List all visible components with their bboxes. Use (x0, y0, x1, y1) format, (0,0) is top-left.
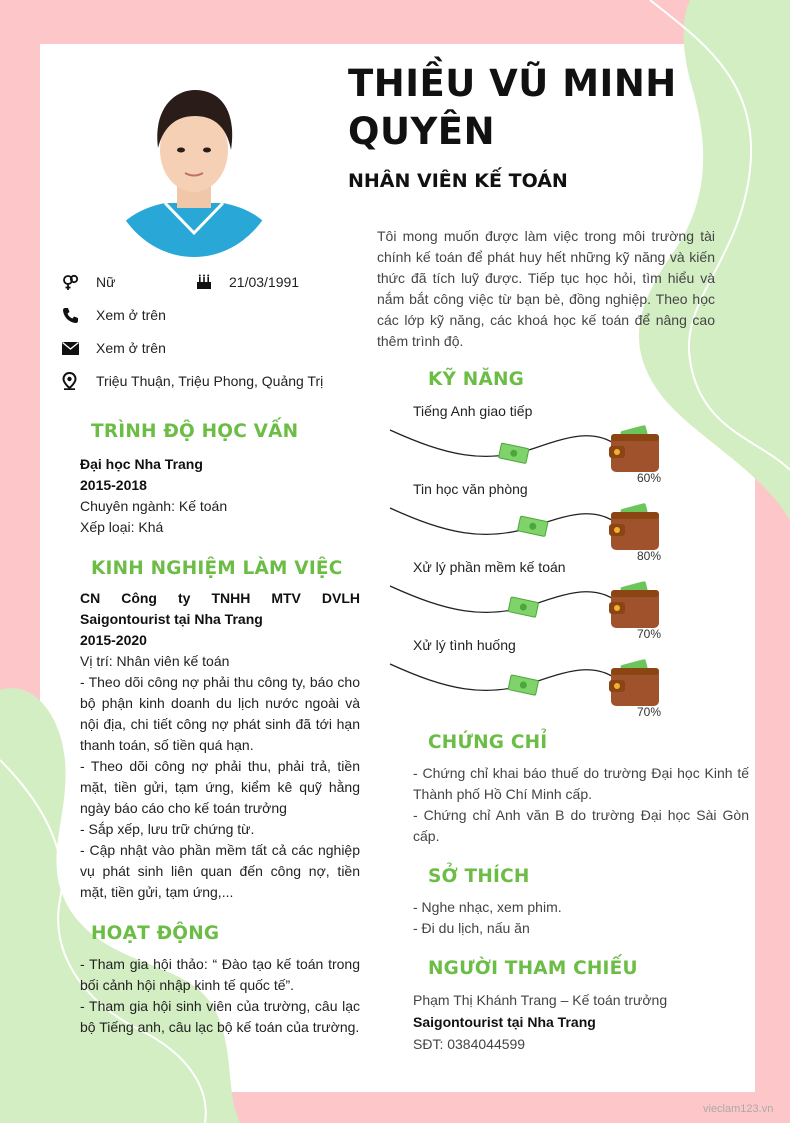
gender-value: Nữ (96, 274, 116, 290)
skill-percent: 80% (637, 549, 662, 563)
gender-row (62, 272, 115, 292)
certificate-item: - Chứng chỉ Anh văn B do trường Đại học Sài Gòn cấp. (413, 807, 749, 844)
activities-section (80, 954, 360, 1038)
email-row (62, 338, 166, 358)
education-major: Chuyên ngành: Kế toán (80, 498, 228, 514)
skill-percent: 70% (637, 627, 662, 641)
references-section (413, 989, 749, 1055)
education-school: Đại học Nha Trang (80, 456, 203, 472)
profile-photo (105, 58, 283, 258)
experience-title: KINH NGHIỆM LÀM VIỆC (91, 558, 343, 579)
job-title: NHÂN VIÊN KẾ TOÁN (348, 170, 568, 192)
experience-duty: - Sắp xếp, lưu trữ chứng từ. (80, 821, 255, 837)
reference-phone: SĐT: 0384044599 (413, 1036, 526, 1052)
money-marker-icon (518, 516, 549, 536)
certificates-section (413, 763, 749, 847)
gender-icon (62, 273, 96, 291)
name-line-1: THIỀU VŨ MINH (348, 62, 677, 105)
skill-percent: 60% (637, 471, 662, 485)
skill-label: Xử lý phần mềm kế toán (413, 559, 566, 575)
birthday-row (195, 272, 299, 292)
phone-row (62, 305, 166, 325)
activities-title: HOẠT ĐỘNG (91, 923, 220, 944)
watermark: vieclam123.vn (703, 1103, 774, 1115)
envelope-icon (62, 342, 96, 355)
hobby-item: - Đi du lịch, nấu ăn (413, 920, 530, 936)
wallet-icon (609, 425, 659, 472)
skill-label: Tiếng Anh giao tiếp (413, 403, 533, 419)
education-grade: Xếp loại: Khá (80, 519, 164, 535)
email-value: Xem ở trên (96, 340, 166, 356)
education-section (80, 454, 360, 538)
money-marker-icon (508, 597, 539, 617)
skill-progress-track (385, 410, 675, 480)
experience-company-line-1: CN Công ty TNHH MTV DVLH (80, 590, 360, 606)
certificates-title: CHỨNG CHỈ (428, 732, 548, 753)
skill-row (385, 634, 675, 719)
certificate-item: - Chứng chỉ khai báo thuế do trường Đại học Kinh tế Thành phố Hồ Chí Minh cấp. (413, 765, 749, 802)
skill-row (385, 400, 675, 485)
experience-duty: - Theo dõi công nợ phải thu, phải trả, tiền mặt, tiền gửi, tạm ứng, kiểm kê quỹ hằng ngày báo cáo cho kế toán trưởng (80, 758, 360, 816)
experience-duty: - Theo dõi công nợ phải thu công ty, báo cho bộ phận kinh doanh du lịch nước ngoài và nội địa, chi tiết công nợ phát sinh đã tới hạn thanh toán, số tiền quá hạn. (80, 674, 360, 753)
location-pin-icon (62, 372, 96, 390)
activity-item: - Tham gia hội thảo: “ Đào tạo kế toán trong bối cảnh hội nhập kinh tế quốc tế”. (80, 956, 360, 993)
reference-company: Saigontourist tại Nha Trang (413, 1014, 596, 1030)
skill-progress-track (385, 566, 675, 636)
candidate-name (348, 60, 708, 156)
education-title: TRÌNH ĐỘ HỌC VẤN (91, 421, 299, 442)
phone-icon (62, 307, 96, 324)
address-value: Triệu Thuận, Triệu Phong, Quảng Trị (96, 373, 324, 389)
skill-progress-track (385, 488, 675, 558)
experience-section (80, 588, 360, 903)
skill-row (385, 478, 675, 563)
skills-title: KỸ NĂNG (428, 369, 525, 390)
education-years: 2015-2018 (80, 477, 147, 493)
skill-row (385, 556, 675, 641)
birthday-value: 21/03/1991 (229, 274, 300, 290)
wallet-icon (609, 503, 659, 550)
birthday-cake-icon (195, 273, 229, 291)
reference-person: Phạm Thị Khánh Trang – Kế toán trưởng (413, 992, 668, 1008)
experience-years: 2015-2020 (80, 632, 147, 648)
money-marker-icon (508, 675, 539, 695)
phone-value: Xem ở trên (96, 307, 166, 323)
money-marker-icon (498, 443, 529, 463)
skill-label: Xử lý tình huống (413, 637, 516, 653)
hobby-item: - Nghe nhạc, xem phim. (413, 899, 562, 915)
wallet-icon (609, 659, 659, 706)
hobbies-section (413, 897, 749, 939)
name-line-2: QUYÊN (348, 110, 496, 153)
activity-item: - Tham gia hội sinh viên của trường, câu lạc bộ Tiếng anh, câu lạc bộ kế toán của trường. (80, 998, 360, 1035)
career-objective: Tôi mong muốn được làm việc trong môi trường tài chính kế toán để phát huy hết những kỹ năng và kiến thức đã tích luỹ được. Tiếp tục học hỏi, tìm hiểu và nắm bắt công việc từ bạn bè, đồng nghiệp. Theo học các lớp kỹ năng, các khoá học kế toán để nâng cao thêm trình độ. (377, 228, 715, 349)
experience-company-line-2: Saigontourist tại Nha Trang (80, 611, 263, 627)
skill-percent: 70% (637, 705, 662, 719)
experience-position: Vị trí: Nhân viên kế toán (80, 653, 230, 669)
skill-progress-track (385, 644, 675, 714)
skill-label: Tin học văn phòng (413, 481, 528, 497)
hobbies-title: SỞ THÍCH (428, 866, 530, 887)
references-title: NGƯỜI THAM CHIẾU (428, 958, 638, 979)
address-row (62, 371, 323, 391)
wallet-icon (609, 581, 659, 628)
experience-duty: - Cập nhật vào phần mềm tất cả các nghiệp vụ phát sinh liên quan đến công nợ, tiền mặt, tiền gửi, tạm ứng,... (80, 842, 360, 900)
